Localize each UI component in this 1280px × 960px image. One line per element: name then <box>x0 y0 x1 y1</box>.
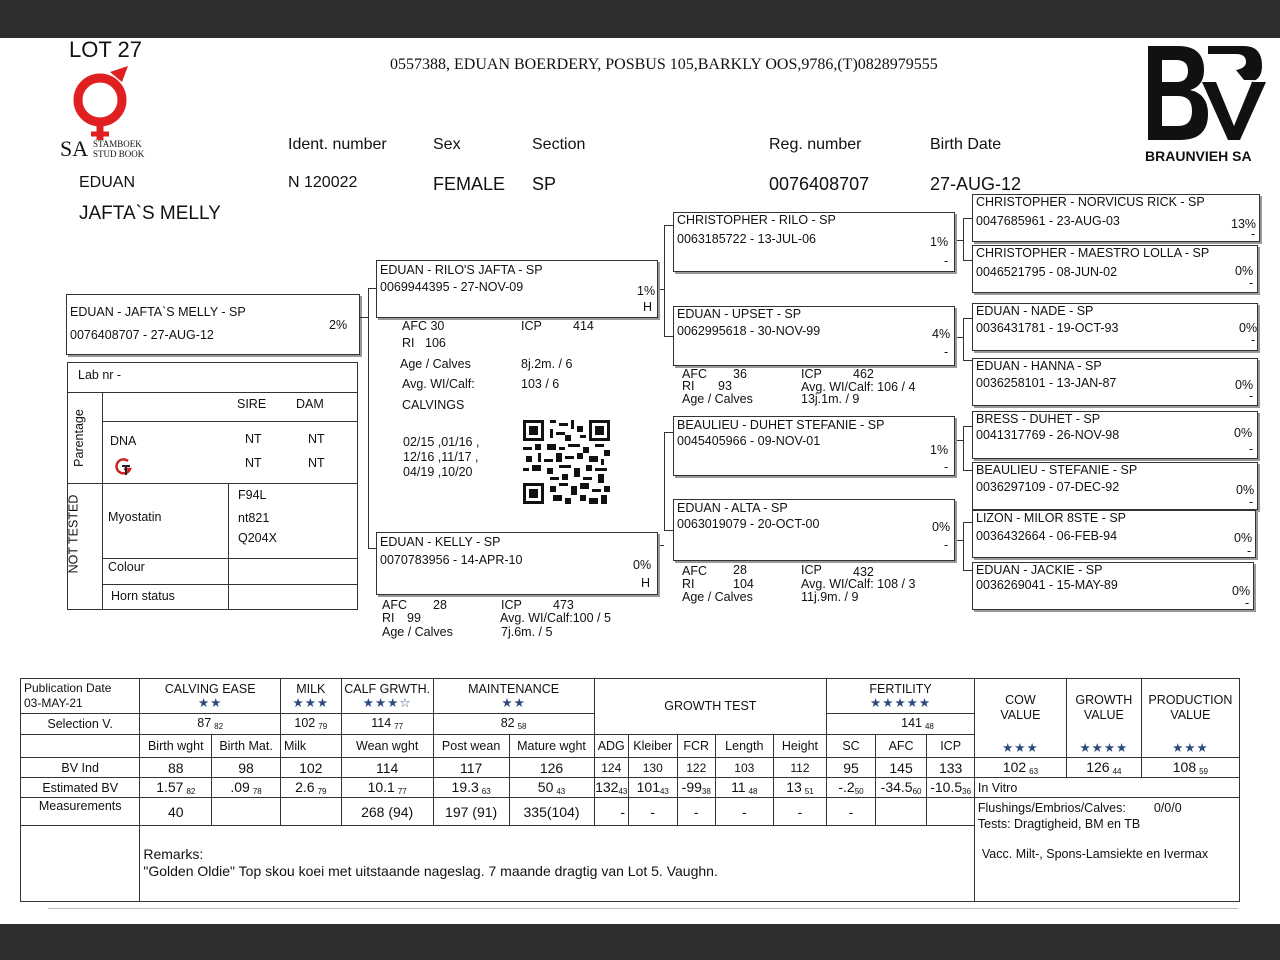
table-cell: $132_{43}$ <box>595 779 628 796</box>
table-cell: 102 <box>280 758 341 778</box>
dam-box <box>376 532 658 595</box>
myostatin-f94l: F94L <box>238 488 267 502</box>
cg-selection: 114 $_{77}$ <box>341 713 433 734</box>
table-cell: 117 <box>433 758 509 778</box>
cow-value-label: COW VALUE <box>1000 693 1041 722</box>
calf-growth-label: CALF GRWTH. <box>344 681 431 696</box>
table-cell: 133 <box>927 758 975 778</box>
sire-box <box>376 260 658 318</box>
g3-3-name: EDUAN - NADE - SP <box>976 304 1094 318</box>
sire-age-label: Age / Calves <box>400 357 471 371</box>
dna-dam-1: NT <box>308 432 325 446</box>
growth-value-header <box>1066 679 1141 758</box>
self-box <box>66 294 360 355</box>
not-tested-label: NOT TESTED <box>66 494 81 574</box>
selection-label: Selection V. <box>21 713 140 734</box>
dam-flag: H <box>641 576 651 590</box>
table-cell: - <box>773 798 827 826</box>
dam-age: 7j.6m. / 5 <box>501 625 553 639</box>
owner-line: 0557388, EDUAN BOERDERY, POSBUS 105,BARKLY OOS,9786,(T)0828979555 <box>390 56 938 73</box>
dam-ri-label: RI <box>382 611 395 625</box>
sd-icp: 462 <box>853 367 874 381</box>
pedigree-box-ds <box>673 416 955 476</box>
estimated-bv-label: Estimated BV <box>21 778 140 798</box>
braunvieh-br-icon <box>1140 42 1270 142</box>
growth-value-label: GROWTH VALUE <box>1075 693 1133 722</box>
dna-dam-2: NT <box>308 456 325 470</box>
g3-2-name: CHRISTOPHER - MAESTRO LOLLA - SP <box>976 246 1210 260</box>
sd-afc: 36 <box>733 367 747 381</box>
sd-name: EDUAN - UPSET - SP <box>677 307 802 321</box>
table-cell: $101_{43}$ <box>628 778 677 798</box>
calving-ease-stars: ★★ <box>197 695 223 710</box>
info-panel <box>67 362 358 610</box>
measurements-label: Measurements <box>21 798 140 826</box>
ss-reg: 0063185722 - 13-JUL-06 <box>677 232 816 246</box>
dna-sire-1: NT <box>245 432 262 446</box>
reg-value: 0076408707 <box>769 174 870 194</box>
pedigree-box-g3-6 <box>972 462 1258 510</box>
notes-cell <box>974 798 1239 902</box>
sd-ri: 93 <box>718 379 732 393</box>
dd-age: 11j.9m. / 9 <box>801 590 859 604</box>
sa-logo-line2: STUD BOOK <box>93 149 145 159</box>
dd-ri-label: RI <box>682 577 695 591</box>
dam-name: EDUAN - KELLY - SP <box>380 535 501 549</box>
lot-number: LOT 27 <box>69 37 142 62</box>
bv-ind-label: BV Ind <box>21 758 140 778</box>
table-cell: - <box>677 798 715 826</box>
g3-3-flag: - <box>1251 333 1256 347</box>
remarks-cell <box>140 826 975 902</box>
table-cell: 145 <box>875 758 927 778</box>
table-cell: $-10.5_{36}$ <box>927 778 975 798</box>
table-cell: 13 $_{51}$ <box>773 778 827 798</box>
g3-5-reg: 0041317769 - 26-NOV-98 <box>976 428 1120 442</box>
g3-7-name: LIZON - MILOR 8STE - SP <box>976 511 1127 525</box>
sire-pct: 1% <box>637 284 656 298</box>
myostatin-label: Myostatin <box>108 510 162 524</box>
remarks-label: Remarks: <box>143 846 204 862</box>
growth-value-cell: 126 $_{44}$ <box>1066 758 1141 778</box>
dd-name: EDUAN - ALTA - SP <box>677 501 788 515</box>
dd-afc-label: AFC <box>682 564 707 578</box>
col-length: Length <box>715 734 773 757</box>
col-post-wean: Post wean <box>433 734 509 757</box>
calving-ease-header <box>140 679 281 714</box>
fertility-stars: ★★★★★ <box>870 695 932 710</box>
self-name: EDUAN - JAFTA`S MELLY - SP <box>70 305 246 319</box>
dd-wi: Avg. WI/Calf: 108 / 3 <box>801 577 916 591</box>
dd-pct: 0% <box>932 520 951 534</box>
flushings-label: Flushings/Embrios/Calves: <box>977 801 1126 815</box>
ds-flag: - <box>944 460 949 474</box>
flushings-value: 0/0/0 <box>1153 801 1182 815</box>
sd-flag: - <box>944 345 949 359</box>
table-cell: $-34.5_{60}$ <box>875 778 927 798</box>
bv-ind-row <box>21 758 1240 778</box>
sd-pct: 4% <box>932 327 951 341</box>
dam-icp: 473 <box>553 598 574 612</box>
ds-name: BEAULIEU - DUHET STEFANIE - SP <box>677 418 885 432</box>
dam-afc: 28 <box>433 598 447 612</box>
braunvieh-logo-text: BRAUNVIEH SA <box>1145 148 1252 164</box>
table-cell: 112 <box>773 758 827 778</box>
sire-reg: 0069944395 - 27-NOV-09 <box>380 280 524 294</box>
milk-selection: 102 $_{79}$ <box>280 713 341 734</box>
sex-label: Sex <box>433 136 461 153</box>
calvings-label: CALVINGS <box>402 398 465 412</box>
dam-afc-label: AFC <box>382 598 407 612</box>
table-cell: - <box>628 798 677 826</box>
myostatin-nt821: nt821 <box>238 511 270 525</box>
estimated-bv-row <box>21 778 1240 798</box>
pedigree-box-g3-1 <box>972 194 1260 242</box>
milk-stars: ★★★ <box>292 695 330 710</box>
sa-logo-text: SA <box>60 136 89 161</box>
table-cell: 2.6 $_{79}$ <box>280 778 341 798</box>
self-pct: 2% <box>329 318 348 332</box>
g3-7-reg: 0036432664 - 06-FEB-94 <box>976 529 1118 543</box>
fertility-label: FERTILITY <box>869 681 932 696</box>
table-cell: 197 (91) <box>433 798 509 826</box>
dam-reg: 0070783956 - 14-APR-10 <box>380 553 523 567</box>
sd-age-label: Age / Calves <box>682 392 753 406</box>
g3-8-pct: 0% <box>1232 584 1251 598</box>
ds-reg: 0045405966 - 09-NOV-01 <box>677 434 821 448</box>
table-cell: 11 $_{48}$ <box>715 778 773 798</box>
sire-col-label: SIRE <box>237 397 267 411</box>
table-cell: - <box>827 798 876 826</box>
table-cell <box>280 798 341 826</box>
in-vitro-label: In Vitro <box>974 778 1239 798</box>
dam-col-label: DAM <box>296 397 324 411</box>
cow-value-stars: ★★★ <box>1002 741 1039 755</box>
sire-wi-label: Avg. WI/Calf: <box>402 377 475 391</box>
g3-6-reg: 0036297109 - 07-DEC-92 <box>976 480 1120 494</box>
lab-number: Lab nr - <box>78 368 122 382</box>
reg-label: Reg. number <box>769 136 862 153</box>
dd-flag: - <box>944 538 949 552</box>
calving-ease-label: CALVING EASE <box>164 681 256 696</box>
table-cell: 50 $_{43}$ <box>509 778 594 798</box>
col-mature-wght: Mature wght <box>509 734 594 757</box>
measurements-row <box>21 798 1240 826</box>
col-adg: ADG <box>594 734 628 757</box>
pedigree-box-g3-8 <box>972 562 1254 610</box>
publication-cell <box>21 679 140 714</box>
dd-age-label: Age / Calves <box>682 590 753 604</box>
table-cell: 1.57 $_{82}$ <box>140 778 212 798</box>
cow-value-cell: 102 $_{63}$ <box>974 758 1066 778</box>
vaccination-text: Vacc. Milt-, Spons-Lamsiekte en Ivermax <box>981 847 1209 861</box>
table-cell: 268 (94) <box>341 798 433 826</box>
g3-2-pct: 0% <box>1235 264 1254 278</box>
pedigree-box-ss <box>673 212 955 272</box>
g3-3-pct: 0% <box>1239 321 1258 335</box>
sire-ri: 106 <box>425 336 446 350</box>
sa-logo-line1: STAMBOEK <box>93 139 142 149</box>
table-cell: 122 <box>677 758 715 778</box>
sire-ri-label: RI <box>402 336 415 350</box>
braunvieh-logo <box>1140 42 1270 167</box>
table-cell: 130 <box>628 758 677 778</box>
animal-herd: EDUAN <box>79 174 136 191</box>
birth-value: 27-AUG-12 <box>930 174 1022 194</box>
milk-label: MILK <box>296 681 326 696</box>
calf-growth-header <box>341 679 433 714</box>
col-birth-mat: Birth Mat. <box>212 734 281 757</box>
table-cell: 95 <box>827 758 876 778</box>
gt-logo-icon <box>114 457 134 477</box>
g3-5-name: BRESS - DUHET - SP <box>976 412 1101 426</box>
ident-value: N 120022 <box>288 174 358 191</box>
dam-age-label: Age / Calves <box>382 625 453 639</box>
maintenance-header <box>433 679 594 714</box>
pedigree-box-dd <box>673 499 955 561</box>
cow-value-header <box>974 679 1066 758</box>
sa-studbook-logo <box>60 62 160 162</box>
g3-4-name: EDUAN - HANNA - SP <box>976 359 1102 373</box>
growth-test-header: GROWTH TEST <box>594 679 827 735</box>
g3-4-pct: 0% <box>1235 378 1254 392</box>
colour-label: Colour <box>108 560 145 574</box>
top-bar <box>0 0 1280 38</box>
dam-pct: 0% <box>633 558 652 572</box>
table-cell: - <box>715 798 773 826</box>
g3-7-flag: - <box>1247 544 1252 558</box>
sire-flag: H <box>643 300 653 314</box>
pedigree-box-g3-4 <box>972 358 1258 406</box>
myostatin-q204x: Q204X <box>238 531 277 545</box>
g3-1-reg: 0047685961 - 23-AUG-03 <box>976 214 1120 228</box>
table-cell: 98 <box>212 758 281 778</box>
calvings-line2: 12/16 ,11/17 , <box>403 450 479 464</box>
publication-label: Publication Date <box>24 680 112 695</box>
g3-4-reg: 0036258101 - 13-JAN-87 <box>976 376 1117 390</box>
col-icp: ICP <box>927 734 975 757</box>
tests-text: Tests: Dragtigheid, BM en TB <box>977 817 1141 831</box>
g3-2-reg: 0046521795 - 08-JUN-02 <box>976 265 1118 279</box>
birth-label: Birth Date <box>930 136 1002 153</box>
g3-8-flag: - <box>1245 596 1250 610</box>
sire-afc: AFC 30 <box>402 319 445 333</box>
fertility-header <box>827 679 975 714</box>
self-reg: 0076408707 - 27-AUG-12 <box>70 328 214 342</box>
g3-1-name: CHRISTOPHER - NORVICUS RICK - SP <box>976 195 1205 209</box>
table-cell: 126 <box>509 758 594 778</box>
g3-4-flag: - <box>1249 389 1254 403</box>
bottom-bar <box>0 924 1280 960</box>
sd-ri-label: RI <box>682 379 695 393</box>
g3-8-name: EDUAN - JACKIE - SP <box>976 563 1103 577</box>
section-label: Section <box>532 136 586 153</box>
g3-1-flag: - <box>1251 227 1256 241</box>
calf-growth-stars: ★★★☆ <box>362 695 412 710</box>
col-height: Height <box>773 734 827 757</box>
remarks-text: "Golden Oldie" Top skou koei met uitstaande nageslag. 7 maande dragtig van Lot 5. Vaughn. <box>143 863 718 879</box>
dam-ri: 99 <box>407 611 421 625</box>
qr-code-icon[interactable] <box>523 420 610 504</box>
g3-5-flag: - <box>1249 442 1254 456</box>
col-birth-wght: Birth wght <box>140 734 212 757</box>
sire-age: 8j.2m. / 6 <box>521 357 573 371</box>
sire-wi: 103 / 6 <box>521 377 560 391</box>
sd-icp-label: ICP <box>801 367 822 381</box>
col-kleiber: Kleiber <box>628 734 677 757</box>
table-cell <box>875 798 927 826</box>
table-cell <box>212 798 281 826</box>
parentage-label: Parentage <box>71 409 86 467</box>
dam-wi: Avg. WI/Calf:100 / 5 <box>500 611 611 625</box>
dd-icp-label: ICP <box>801 563 822 577</box>
growth-value-stars: ★★★★ <box>1079 741 1129 755</box>
breeding-value-table <box>20 678 1240 902</box>
g3-5-pct: 0% <box>1234 426 1253 440</box>
milk-header <box>280 679 341 714</box>
pedigree-box-g3-2 <box>972 245 1258 293</box>
ss-pct: 1% <box>930 235 949 249</box>
dd-afc: 28 <box>733 563 747 577</box>
table-cell: 114 <box>341 758 433 778</box>
maintenance-label: MAINTENANCE <box>468 681 560 696</box>
table-cell: $-99_{38}$ <box>677 778 715 798</box>
table-cell: $-.2_{50}$ <box>827 778 876 798</box>
table-cell: - <box>594 798 628 826</box>
dd-reg: 0063019079 - 20-OCT-00 <box>677 517 820 531</box>
table-cell: 10.1 $_{77}$ <box>341 778 433 798</box>
calvings-line3: 04/19 ,10/20 <box>403 465 473 479</box>
g3-1-pct: 13% <box>1231 217 1257 231</box>
col-milk: Milk <box>280 734 341 757</box>
g3-6-flag: - <box>1249 495 1254 509</box>
col-wean-wght: Wean wght <box>341 734 433 757</box>
section-value: SP <box>532 174 557 194</box>
table-cell <box>927 798 975 826</box>
publication-date: 03-MAY-21 <box>24 695 83 710</box>
ce-selection: 87 $_{82}$ <box>140 713 281 734</box>
production-value-stars: ★★★ <box>1172 741 1209 755</box>
mt-selection: 82 $_{58}$ <box>433 713 594 734</box>
table-cell: .09 $_{78}$ <box>212 778 281 798</box>
animal-name: JAFTA`S MELLY <box>79 203 221 224</box>
pedigree-box-g3-3 <box>972 303 1258 351</box>
table-cell: 335(104) <box>509 798 594 826</box>
dd-ri: 104 <box>733 577 754 591</box>
sire-icp: 414 <box>573 319 594 333</box>
ss-name: CHRISTOPHER - RILO - SP <box>677 213 836 227</box>
production-value-header <box>1141 679 1239 758</box>
sd-age: 13j.1m. / 9 <box>801 392 860 406</box>
g3-6-pct: 0% <box>1236 483 1255 497</box>
calvings-line1: 02/15 ,01/16 , <box>403 435 480 449</box>
sire-name: EDUAN - RILO'S JAFTA - SP <box>380 263 543 277</box>
pedigree-box-g3-7 <box>972 510 1256 558</box>
dd-icp: 432 <box>853 565 874 579</box>
ident-label: Ident. number <box>288 136 387 153</box>
table-cell: 40 <box>140 798 212 826</box>
pedigree-box-sd <box>673 306 955 366</box>
table-cell: 19.3 $_{63}$ <box>433 778 509 798</box>
maintenance-stars: ★★ <box>501 695 526 710</box>
table-cell: 103 <box>715 758 773 778</box>
col-fcr: FCR <box>677 734 715 757</box>
g3-2-flag: - <box>1249 276 1254 290</box>
sd-wi: Avg. WI/Calf: 106 / 4 <box>801 380 916 394</box>
pedigree-box-g3-5 <box>972 411 1258 459</box>
dam-icp-label: ICP <box>501 598 522 612</box>
g3-7-pct: 0% <box>1234 531 1253 545</box>
table-cell: 88 <box>140 758 212 778</box>
footer-divider <box>48 908 1238 909</box>
dna-sire-2: NT <box>245 456 262 470</box>
table-cell: 124 <box>594 758 628 778</box>
sex-value: FEMALE <box>433 174 506 194</box>
sd-reg: 0062995618 - 30-NOV-99 <box>677 324 821 338</box>
horn-status-label: Horn status <box>111 589 175 603</box>
dna-label: DNA <box>110 434 137 448</box>
col-afc: AFC <box>875 734 927 757</box>
g3-8-reg: 0036269041 - 15-MAY-89 <box>976 578 1118 592</box>
g3-3-reg: 0036431781 - 19-OCT-93 <box>976 321 1119 335</box>
sire-icp-label: ICP <box>521 319 542 333</box>
fert-selection: 141 $_{48}$ <box>827 713 975 734</box>
production-value-cell: 108 $_{59}$ <box>1141 758 1239 778</box>
sd-afc-label: AFC <box>682 367 707 381</box>
col-sc: SC <box>827 734 876 757</box>
g3-6-name: BEAULIEU - STEFANIE - SP <box>976 463 1138 477</box>
ds-pct: 1% <box>930 443 949 457</box>
production-value-label: PRODUCTION VALUE <box>1148 693 1233 722</box>
ss-flag: - <box>944 254 949 268</box>
